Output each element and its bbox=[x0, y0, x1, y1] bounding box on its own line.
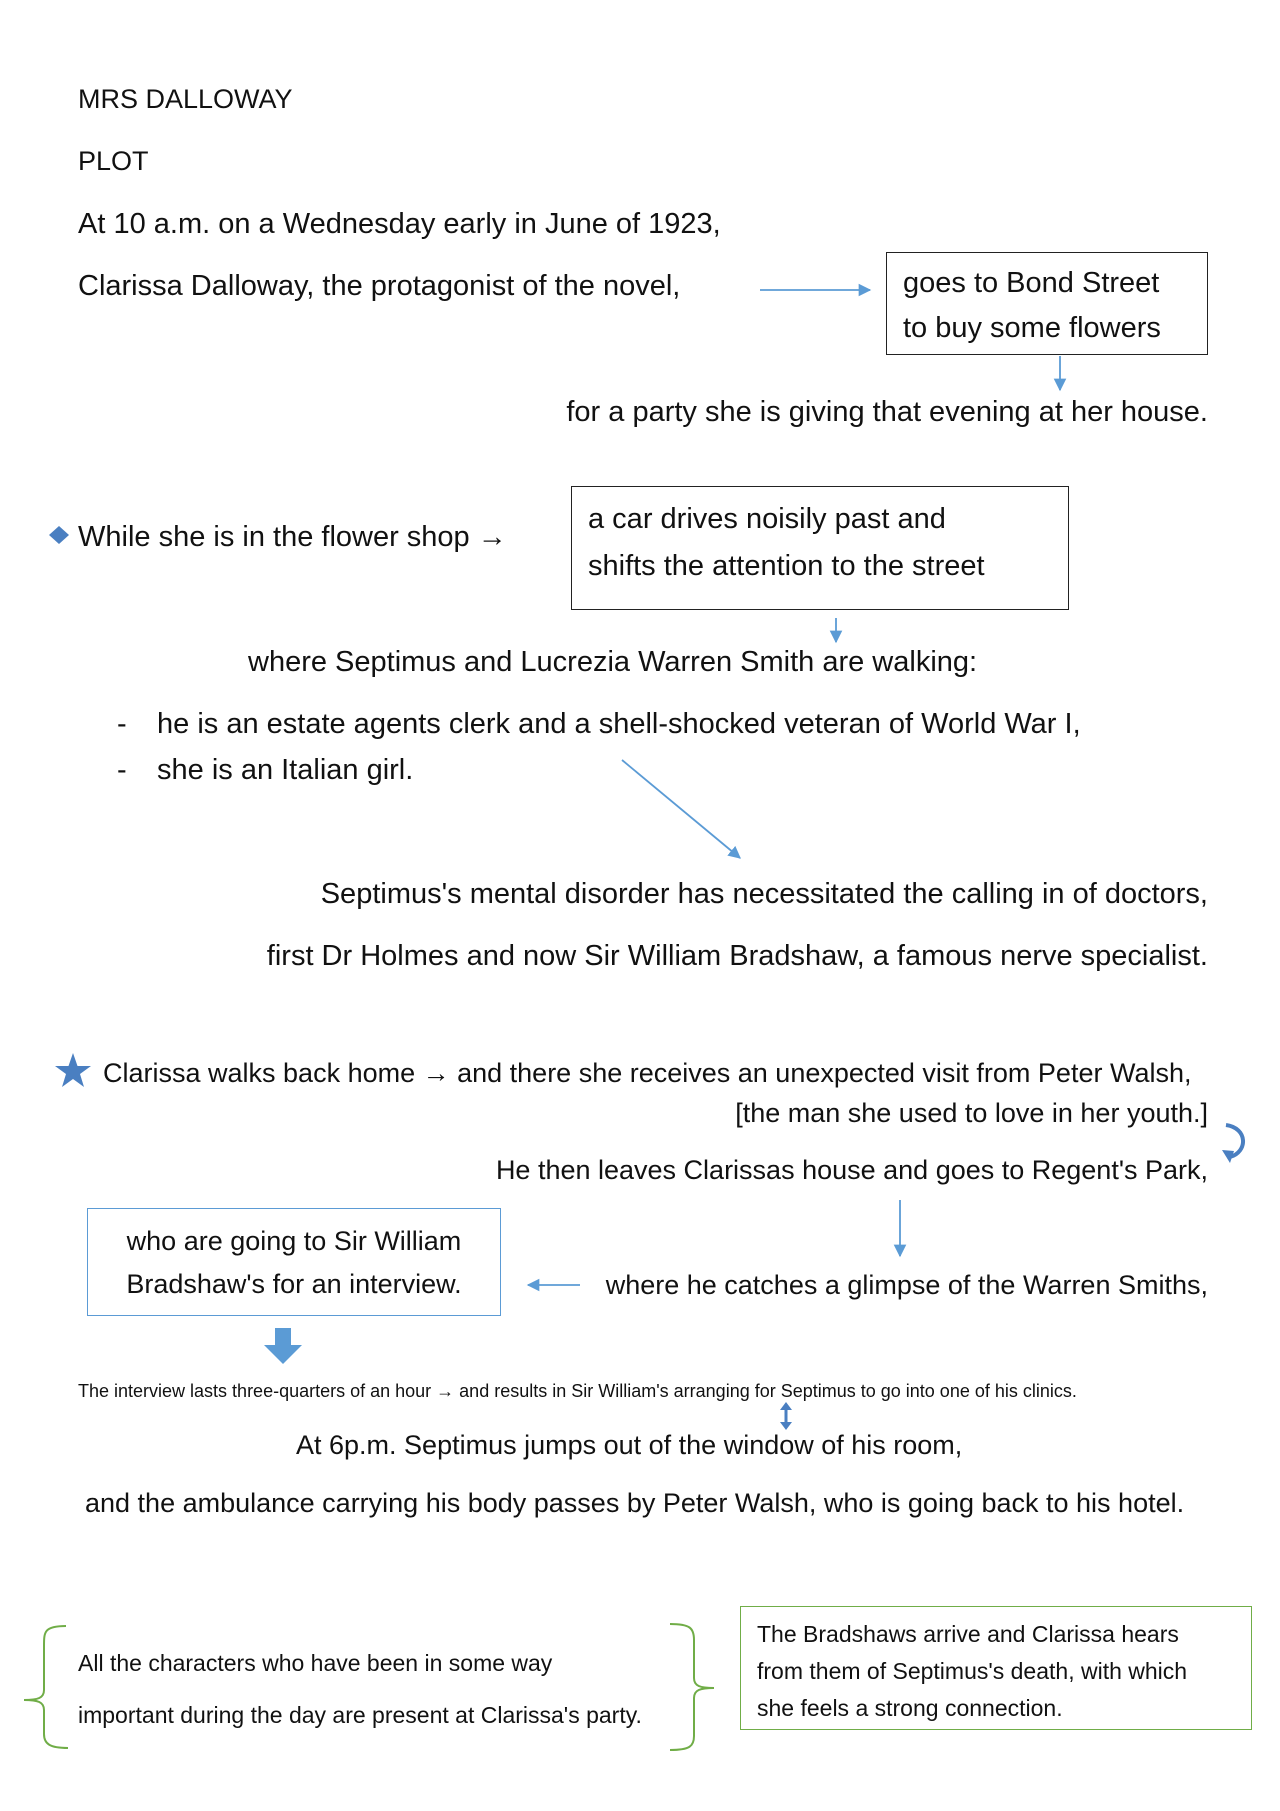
left-brace bbox=[24, 1626, 68, 1748]
curved-arrow-icon bbox=[1226, 1125, 1243, 1157]
regents-park-line: He then leaves Clarissas house and goes to Regent's Park, bbox=[495, 1155, 1208, 1185]
flower-shop-lead: While she is in the flower shop → bbox=[78, 521, 507, 553]
car-box bbox=[571, 486, 1069, 610]
bond-street-box-line-2: to buy some flowers bbox=[903, 312, 1161, 344]
bullet-item-2: she is an Italian girl. bbox=[157, 754, 414, 786]
right-brace bbox=[670, 1624, 714, 1750]
bullet-marker-2: - bbox=[117, 754, 127, 786]
interview-box-line-1: who are going to Sir William bbox=[126, 1226, 462, 1256]
interview-line: The interview lasts three-quarters of an hour → and results in Sir William's arranging for Septimus to go into one of his clinics. bbox=[78, 1381, 1077, 1401]
bradshaws-box-line-1: The Bradshaws arrive and Clarissa hears bbox=[757, 1621, 1179, 1647]
arrow-to-doctors bbox=[622, 760, 740, 858]
doctors-line-1: Septimus's mental disorder has necessitated the calling in of doctors, bbox=[320, 878, 1208, 910]
bullet-item-1: he is an estate agents clerk and a shell-shocked veteran of World War I, bbox=[157, 708, 1081, 740]
bond-street-box bbox=[886, 252, 1208, 355]
party-line-1: All the characters who have been in some way bbox=[78, 1650, 553, 1676]
diamond-bullet-icon bbox=[49, 526, 69, 544]
document-title: MRS DALLOWAY bbox=[78, 84, 293, 114]
car-box-line-1: a car drives noisily past and bbox=[588, 503, 946, 535]
ambulance-line: and the ambulance carrying his body passes by Peter Walsh, who is going back to his hotel. bbox=[85, 1488, 1185, 1518]
where-walking-line: where Septimus and Lucrezia Warren Smith are walking: bbox=[248, 646, 978, 678]
doctors-line-2: first Dr Holmes and now Sir William Bradshaw, a famous nerve specialist. bbox=[266, 940, 1208, 972]
bradshaws-box-line-3: she feels a strong connection. bbox=[757, 1695, 1063, 1721]
double-arrow-icon bbox=[780, 1402, 792, 1430]
intro-line-2: Clarissa Dalloway, the protagonist of the novel, bbox=[78, 270, 681, 302]
bullet-marker-1: - bbox=[117, 708, 127, 740]
walk-home-line-1: Clarissa walks back home → and there she receives an unexpected visit from Peter Walsh, bbox=[103, 1058, 1192, 1088]
party-line-2: important during the day are present at Clarissa's party. bbox=[78, 1702, 642, 1728]
intro-line-1: At 10 a.m. on a Wednesday early in June of 1923, bbox=[78, 208, 721, 240]
interview-box bbox=[87, 1208, 501, 1316]
bradshaws-box bbox=[740, 1606, 1252, 1730]
down-block-arrow-icon bbox=[264, 1328, 302, 1364]
interview-box-line-2: Bradshaw's for an interview. bbox=[126, 1269, 462, 1299]
bradshaws-box-line-2: from them of Septimus's death, with which bbox=[757, 1658, 1188, 1684]
glimpse-line: where he catches a glimpse of the Warren Smiths, bbox=[605, 1270, 1208, 1300]
bond-street-box-line-1: goes to Bond Street bbox=[903, 267, 1160, 299]
star-icon bbox=[55, 1053, 91, 1087]
intro-line-3: for a party she is giving that evening at her house. bbox=[566, 396, 1208, 428]
jump-line: At 6p.m. Septimus jumps out of the window of his room, bbox=[296, 1430, 963, 1460]
walk-home-line-2: [the man she used to love in her youth.] bbox=[735, 1098, 1208, 1128]
section-heading: PLOT bbox=[78, 146, 149, 176]
car-box-line-2: shifts the attention to the street bbox=[588, 550, 985, 582]
